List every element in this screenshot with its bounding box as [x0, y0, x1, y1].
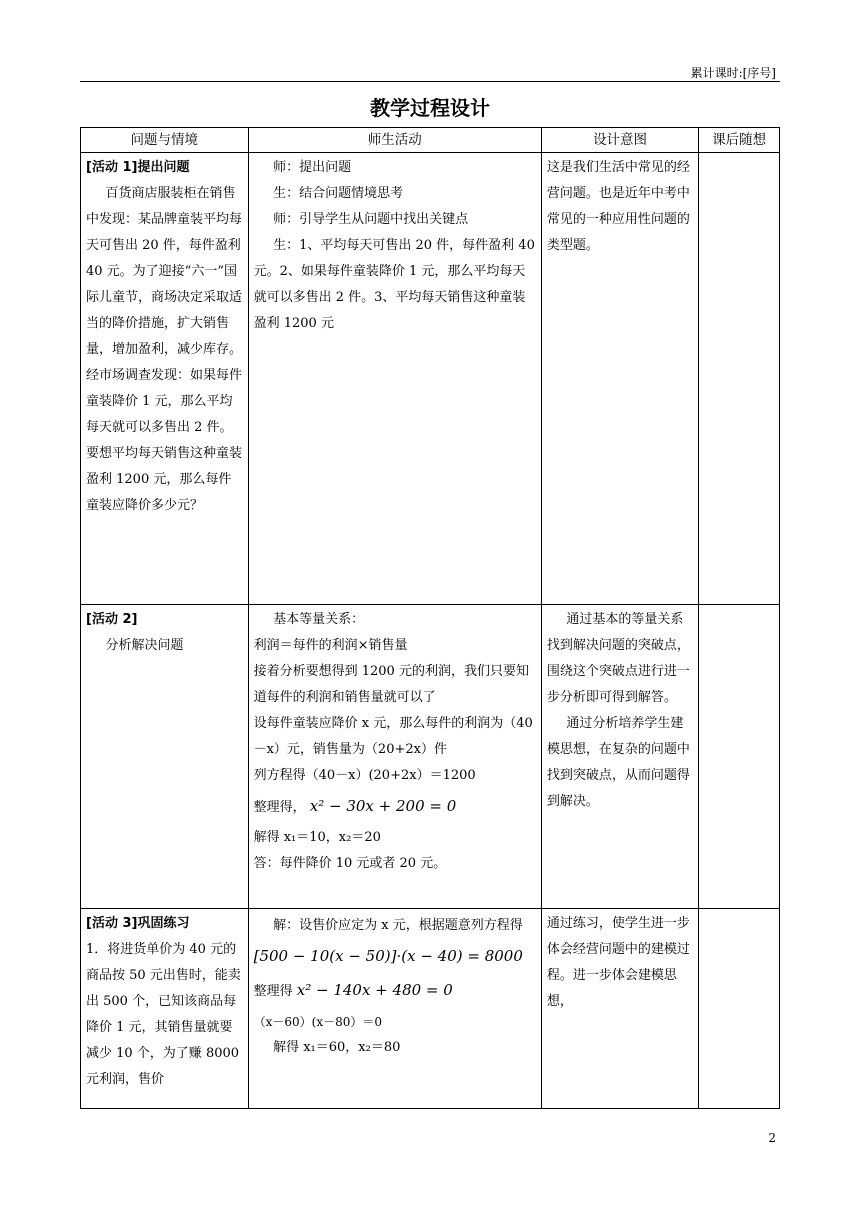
situation-text: 百货商店服装柜在销售中发现：某品牌童装平均每天可售出 20 件，每件盈利 40 元。为了迎接“六一”国际儿童节，商场决定采取适当的降价措施，扩大销售量，增加盈利，减少库存。经市场调查发现：如果每件童装降价 1 元，那么平均每天就可以多售出 2 件。要想平均每天销售这种童装盈利 1200 元，那么每件童装应降价多少元？ — [86, 186, 243, 513]
activity-line: 整理得 — [253, 984, 293, 999]
equation-line — [254, 911, 536, 973]
activity-line: 利润＝每件的利润×销售量 — [253, 638, 408, 653]
intent-text: 通过分析培养学生建模思想，在复杂的问题中找到突破点，从而问题得到解决。 — [546, 716, 690, 809]
reflection-cell — [699, 153, 780, 605]
column-header: 课后随想 — [699, 128, 780, 153]
activity-cell — [248, 153, 541, 605]
activity-cell — [248, 605, 541, 909]
activity-line: 解：设售价应定为 x 元，根据题意列方程得 — [273, 918, 523, 933]
situation-text: 1．将进货单价为 40 元的商品按 50 元出售时，能卖出 500 个，已知该商品每降价 1 元，其销售量就要减少 10 个，为了赚 8000 元利润，售价 — [86, 942, 241, 1087]
activity-title: [活动 3]巩固练习 — [86, 916, 190, 931]
intent-cell — [541, 605, 698, 909]
lesson-table — [80, 127, 780, 1109]
intent-text: 这是我们生活中常见的经营问题。也是近年中考中常见的一种应用性问题的类型题。 — [546, 160, 690, 253]
activity-line: 师：引导学生从问题中找出关键点 — [273, 212, 469, 227]
activity-line: 解得 x₁＝10，x₂＝20 — [253, 830, 381, 845]
column-header: 设计意图 — [541, 128, 698, 153]
activity-line: 生：1、平均每天可售出 20 件，每件盈利 40 元。2、如果每件童装降价 1 元，那么平均每天就可以多售出 2 件。3、平均每天销售这种童装盈利 1200 元 — [253, 238, 535, 331]
situation-text: 分析解决问题 — [105, 638, 184, 653]
reflection-cell — [699, 909, 780, 1109]
page-title: 教学过程设计 — [370, 96, 490, 120]
activity-line: 生：结合问题情境思考 — [273, 186, 404, 201]
quadratic-equation: x² − 140x + 480 = 0 — [296, 981, 453, 999]
intent-text: 通过基本的等量关系找到解决问题的突破点，围绕这个突破点进行进一步分析即可得到解答。 — [546, 612, 690, 705]
column-header: 师生活动 — [248, 128, 541, 153]
table-row — [81, 153, 780, 605]
intent-cell — [541, 909, 698, 1109]
situation-cell — [81, 153, 249, 605]
activity-line: 基本等量关系： — [273, 612, 365, 627]
quadratic-equation: x² − 30x + 200 = 0 — [309, 797, 457, 815]
course-hour-counter: 累计课时:[序号] — [690, 66, 776, 80]
activity-line: 答：每件降价 10 元或者 20 元。 — [253, 856, 447, 871]
reflection-cell — [699, 605, 780, 909]
price-equation: [500 − 10(x − 50)]·(x − 40) = 8000 — [253, 947, 523, 965]
page-number: 2 — [768, 1131, 776, 1145]
activity-line: 接着分析要想得到 1200 元的利润，我们只要知道每件的利润和销售量就可以了 — [253, 664, 529, 705]
activity-line: 解得 x₁＝60，x₂＝80 — [273, 1040, 401, 1055]
activity-line: 整理得， — [253, 800, 306, 815]
activity-line: （x－60）(x－80）＝0 — [253, 1015, 382, 1029]
situation-cell — [81, 909, 249, 1109]
equation-line — [254, 973, 536, 1009]
activity-line: 设每件童装应降价 x 元，那么每件的利润为（40－x）元，销售量为（20+2x）件 — [253, 716, 533, 757]
activity-cell — [248, 909, 541, 1109]
situation-cell — [81, 605, 249, 909]
activity-line: 列方程得（40－x）(20+2x）＝1200 — [253, 768, 476, 783]
activity-title: [活动 2] — [86, 612, 138, 627]
intent-cell — [541, 153, 698, 605]
table-header-row — [81, 128, 780, 153]
equation-line — [254, 789, 536, 825]
intent-text: 通过练习，使学生进一步体会经营问题中的建模过程。进一步体会建模思想， — [546, 916, 690, 1009]
table-row — [81, 909, 780, 1109]
header-divider — [80, 81, 780, 82]
table-row — [81, 605, 780, 909]
column-header: 问题与情境 — [81, 128, 249, 153]
activity-line: 师：提出问题 — [273, 160, 352, 175]
activity-title: [活动 1]提出问题 — [86, 160, 190, 175]
